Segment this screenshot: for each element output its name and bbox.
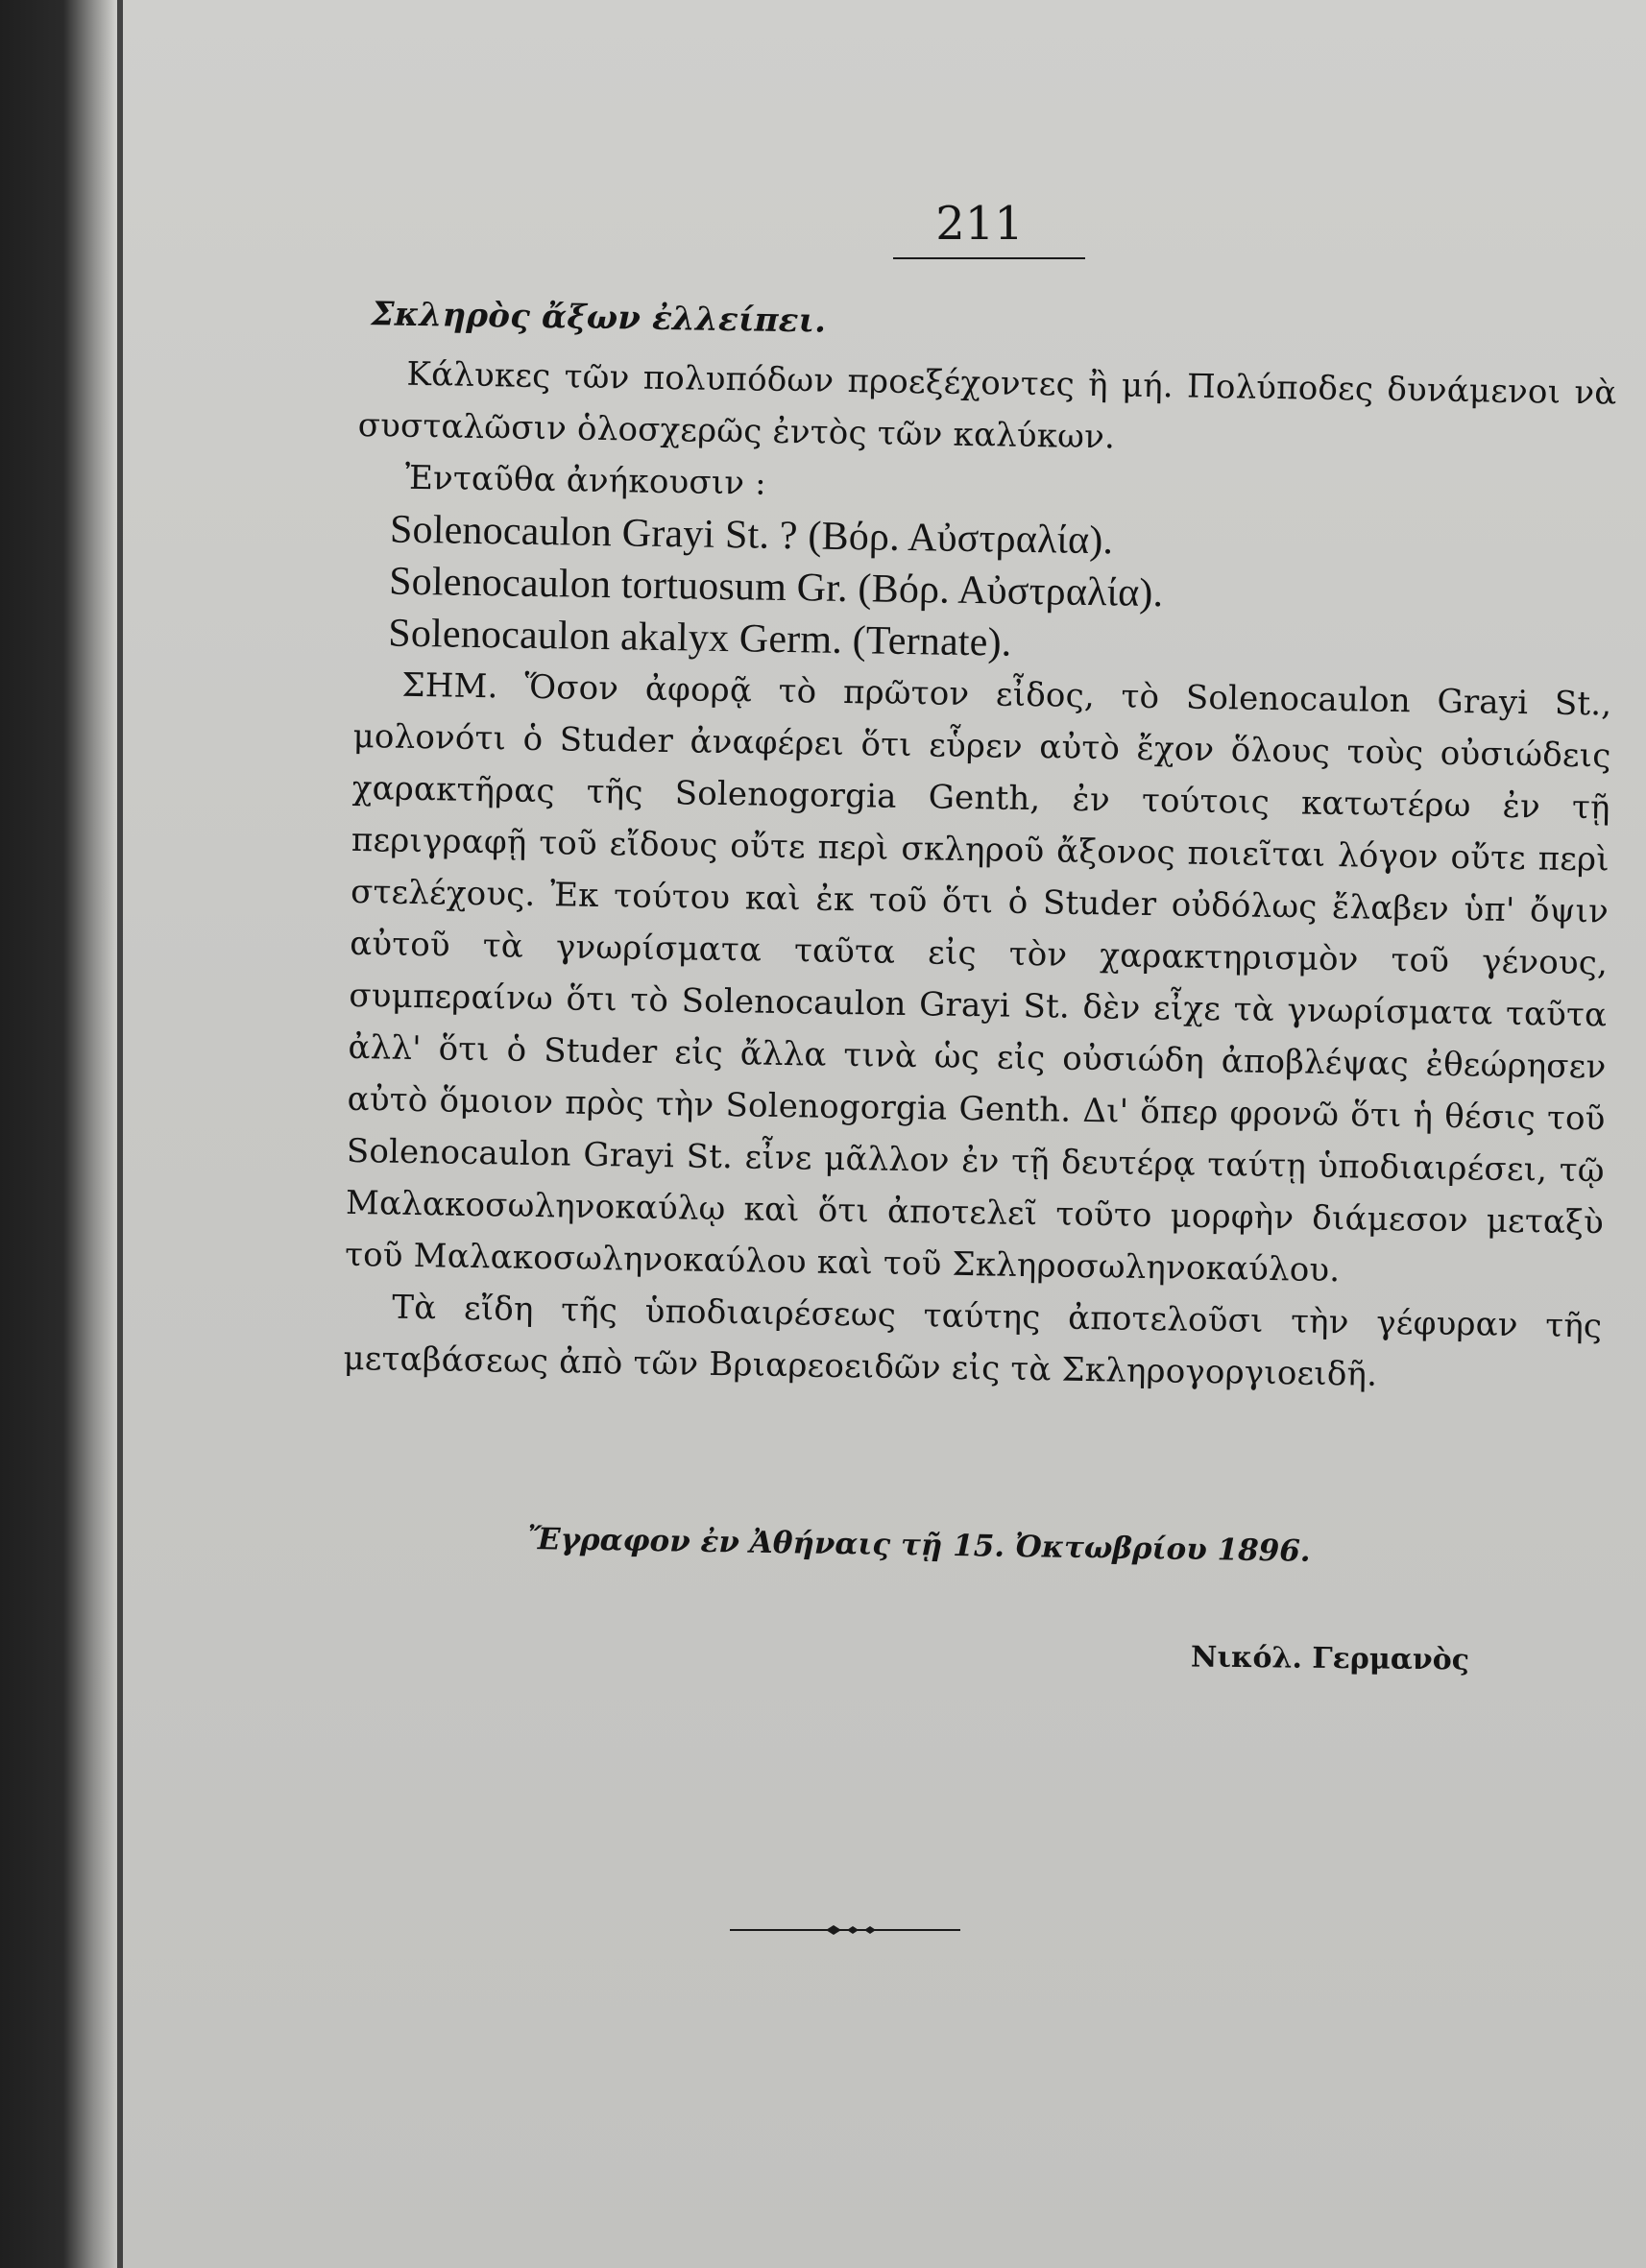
section-subtitle: Σκληρὸς ἄξων ἐλλείπει. <box>371 295 827 341</box>
species-entry: Solenocaulon Grayi St. ? (Βόρ. Αὐστραλία). <box>389 507 1114 564</box>
page-number-rule <box>893 257 1085 259</box>
dateline: Ἔγραφον ἐν Ἀθήναις τῇ 15. Ὀκτωβρίου 1896. <box>527 1522 1311 1569</box>
page-content <box>125 0 1646 2268</box>
body-text <box>343 288 1618 1404</box>
ornamental-divider <box>730 1920 960 1940</box>
paragraph-calyces: Κάλυκες τῶν πολυπόδων προεξέχοντες ἢ μή. Πολύποδες δυνάμενοι νὰ συσταλῶσιν ὁλοσχερῶς ἐντὸς τῶν καλύκων. <box>357 354 1617 457</box>
species-entry: Solenocaulon tortuosum Gr. (Βόρ. Αὐστραλία). <box>388 559 1164 616</box>
closing-paragraph: Τὰ εἴδη τῆς ὑποδιαιρέσεως ταύτης ἀποτελοῦσι τὴν γέφυραν τῆς μεταβάσεως ἀπὸ τῶν Βριαρεοειδῶν εἰς τὰ Σκληρογοργιοειδῆ. <box>343 1288 1603 1394</box>
note-paragraph: ΣΗΜ. Ὅσον ἀφορᾷ τὸ πρῶτον εἶδος, τὸ Solenocaulon Grayi St., μολονότι ὁ Studer ἀναφέρει ὅτι εὗρεν αὐτὸ ἔχον ὅλους τοὺς οὐσιώδεις χαρακτῆρας τῆς Solenogorgia Genth, ἐν τούτοις κατωτέρω ἐν τῇ περιγραφῇ τοῦ εἴδους οὔτε περὶ σκληροῦ ἄξονος ποιεῖται λόγον οὔτε περὶ στελέχους. Ἐκ τούτου καὶ ἐκ τοῦ ὅτι ὁ Studer οὐδόλως ἔλαβεν ὑπ' ὄψιν αὐτοῦ τὰ γνωρίσματα ταῦτα εἰς τὸν χαρακτηρισμὸν τοῦ γένους, συμπεραίνω ὅτι τὸ Solenocaulon Grayi St. δὲν εἶχε τὰ γνωρίσματα ταῦτα ἀλλ' ὅτι ὁ Studer εἰς ἄλλα τινὰ ὡς εἰς οὐσιώδη ἀποβλέψας ἐθεώρησεν αὐτὸ ὅμοιον πρὸς τὴν Solenogorgia Genth. Δι' ὅπερ φρονῶ ὅτι ἡ θέσις τοῦ Solenocaulon Grayi St. εἶνε μᾶλλον ἐν τῇ δευτέρᾳ ταύτῃ ὑποδιαιρέσει, τῷ Μαλακοσωληνοκαύλῳ καὶ ὅτι ἀποτελεῖ τοῦτο μορφὴν διάμεσον μεταξὺ τοῦ Μαλακοσωληνοκαύλου καὶ τοῦ Σκληροσωληνοκαύλου. <box>344 665 1612 1291</box>
species-entry: Solenocaulon akalyx Germ. (Ternate). <box>387 611 1012 665</box>
paragraph-intro: Ἐνταῦθα ἀνήκουσιν : <box>404 458 767 503</box>
book-binding-shadow <box>0 0 115 2268</box>
author-signature: Νικόλ. Γερμανὸς <box>1190 1640 1470 1677</box>
binding-edge <box>117 0 123 2268</box>
page-number: 211 <box>935 197 1024 251</box>
